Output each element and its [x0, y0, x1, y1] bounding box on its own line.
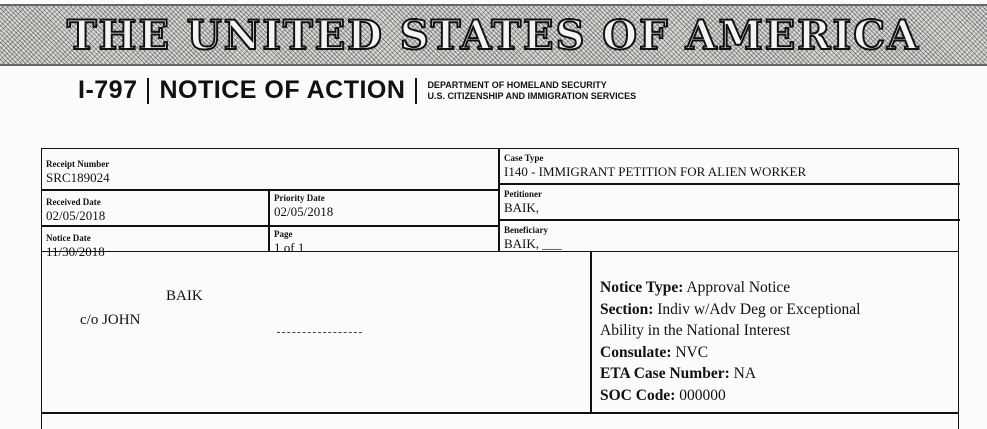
- page-value: 1 of 1: [274, 240, 305, 255]
- consulate-row: [600, 342, 860, 364]
- notice-details: [600, 277, 860, 406]
- section-value: Indiv w/Adv Deg or Exceptional: [657, 300, 861, 318]
- divider: [498, 219, 960, 221]
- case-type-label: Case Type: [504, 153, 544, 163]
- eta-label: ETA Case Number:: [600, 365, 730, 382]
- section-row: [600, 299, 860, 321]
- divider: [415, 78, 417, 104]
- received-date-value: 02/05/2018: [46, 208, 106, 223]
- beneficiary-label: Beneficiary: [504, 225, 548, 235]
- seal-banner: [0, 4, 987, 66]
- department-block: [427, 80, 636, 102]
- notice-type-value: Approval Notice: [686, 279, 791, 296]
- case-type-value: I140 - IMMIGRANT PETITION FOR ALIEN WORKER: [504, 164, 807, 179]
- form-heading: [78, 76, 636, 105]
- page-label: Page: [274, 229, 293, 239]
- divider: [498, 149, 500, 251]
- eta-value: NA: [733, 365, 757, 382]
- priority-date-cell: [274, 193, 333, 219]
- notice-type-label: Notice Type:: [600, 279, 684, 296]
- priority-date-label: Priority Date: [274, 193, 325, 203]
- divider: [498, 183, 960, 185]
- receipt-number-label: Receipt Number: [46, 159, 110, 169]
- divider: [147, 78, 149, 104]
- case-type-cell: [504, 153, 806, 179]
- form-title: NOTICE OF ACTION: [159, 76, 406, 104]
- addressee-name: BAIK: [166, 288, 203, 304]
- petitioner-value: BAIK,: [504, 200, 540, 215]
- notice-date-value: 11/30/2018: [46, 244, 105, 259]
- beneficiary-value: BAIK, ___: [504, 236, 562, 251]
- divider: [268, 189, 270, 251]
- consulate-value: NVC: [675, 343, 709, 361]
- consulate-label: Consulate:: [600, 343, 672, 361]
- department-name: DEPARTMENT OF HOMELAND SECURITY: [427, 79, 607, 90]
- notice-date-label: Notice Date: [46, 233, 91, 243]
- divider: [42, 189, 498, 191]
- soc-label: SOC Code:: [600, 386, 676, 404]
- petitioner-cell: [504, 189, 542, 215]
- notice-type-row: [600, 277, 860, 299]
- redaction-line: [277, 332, 362, 333]
- section-row-cont: Ability in the National Interest: [600, 322, 791, 339]
- divider: [41, 412, 959, 414]
- soc-value: 000000: [679, 386, 726, 404]
- section-label: Section:: [600, 300, 654, 318]
- received-date-cell: [46, 197, 105, 223]
- receipt-number-cell: [46, 159, 110, 185]
- soc-row: [600, 385, 860, 407]
- agency-name: U.S. CITIZENSHIP AND IMMIGRATION SERVICES: [427, 90, 637, 101]
- divider: [590, 252, 592, 412]
- divider: [42, 225, 498, 227]
- priority-date-value: 02/05/2018: [274, 204, 334, 219]
- addressee-care-of: c/o JOHN: [80, 312, 141, 328]
- eta-row: [600, 363, 860, 385]
- received-date-label: Received Date: [46, 197, 101, 207]
- petitioner-label: Petitioner: [504, 189, 542, 199]
- form-number: I-797: [78, 76, 138, 104]
- case-info-grid: [41, 148, 959, 259]
- receipt-number-value: SRC189024: [46, 170, 110, 185]
- beneficiary-cell: [504, 225, 562, 251]
- banner-title: THE UNITED STATES OF AMERICA: [66, 11, 921, 59]
